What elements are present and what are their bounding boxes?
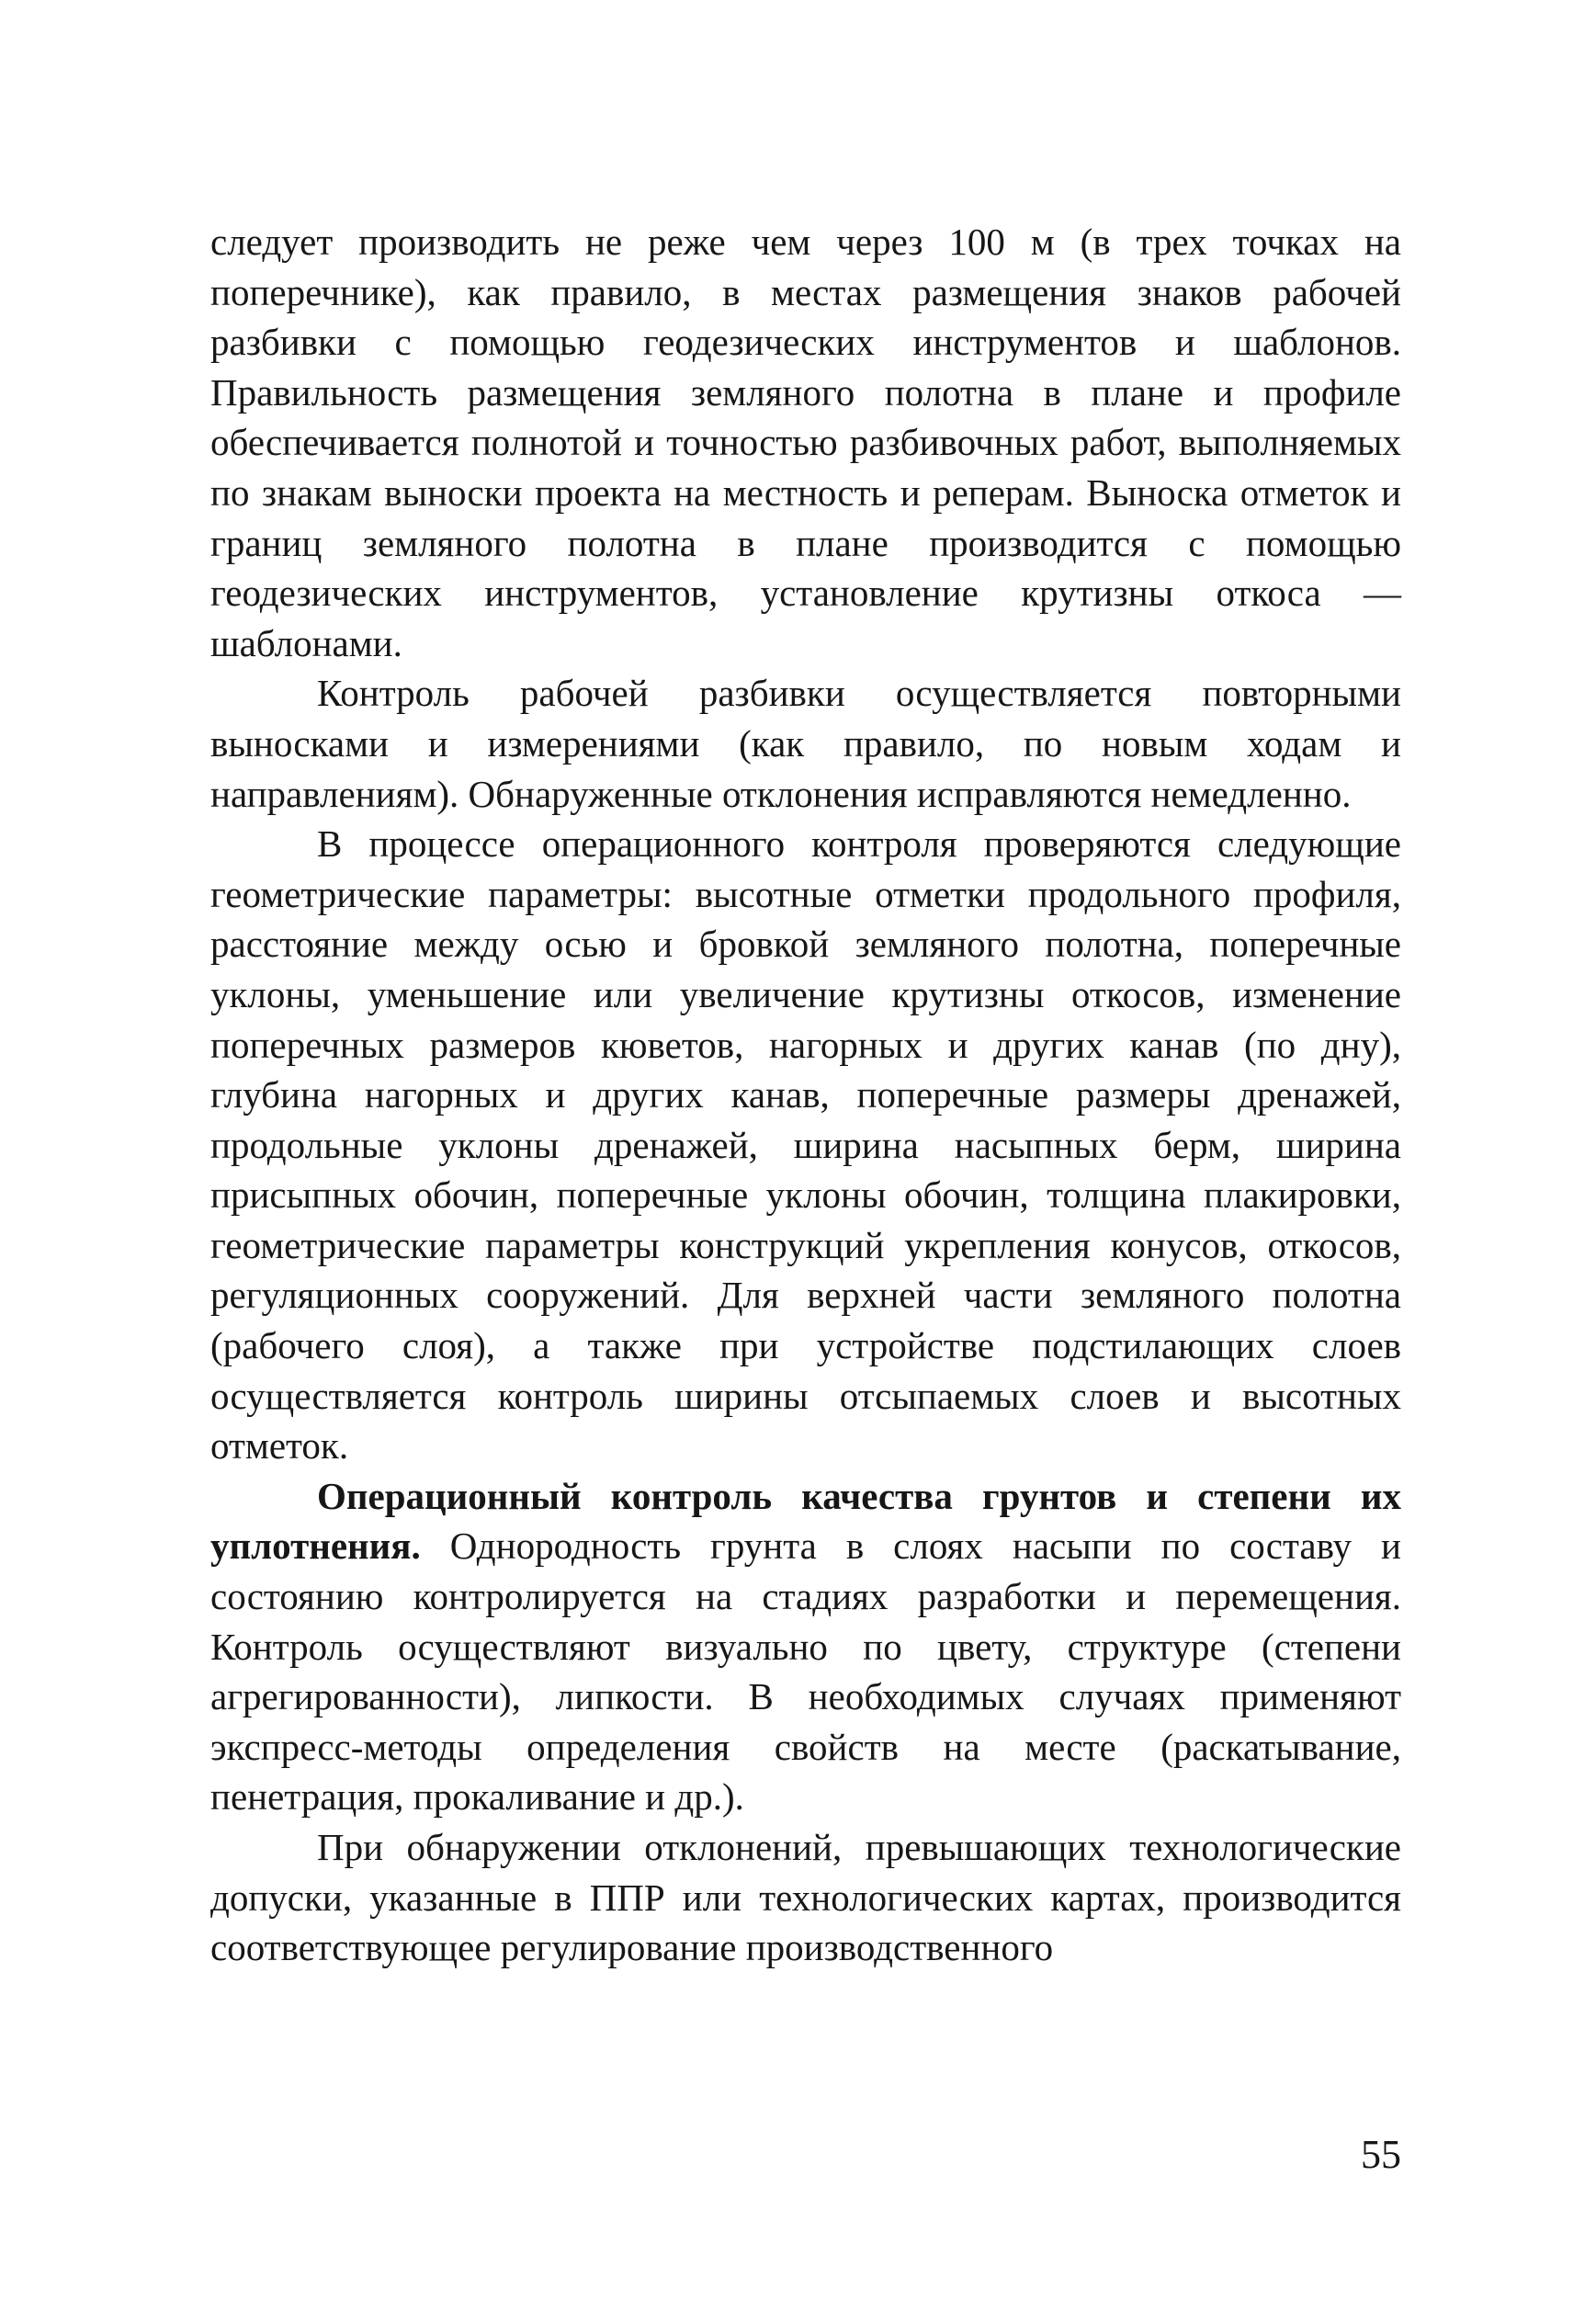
paragraph-bold-heading: Операционный контроль качества грунтов и степени их уплотнения. xyxy=(210,1474,1401,1568)
body-text xyxy=(210,217,1401,1973)
page-number: 55 xyxy=(1361,2132,1401,2177)
paragraph-soil-quality-text: Однородность грунта в слоях насыпи по составу и состоянию контролируется на стадиях разработки и перемещения. Контроль осуществляют визуально по цвету, структуре (степени агрегированности), липкости. В необходимых случаях применяют экспресс-методы определения свойств на месте (раскатывание, пенетрация, прокаливание и др.). xyxy=(210,1525,1401,1819)
paragraph-geometric-parameters: В процессе операционного контроля проверяются следующие геометрические параметры: высотные отметки продольного профиля, расстояние между осью и бровкой земляного полотна, поперечные уклоны, уменьшение или увеличение крутизны откосов, изменение поперечных размеров кюветов, нагорных и других канав (по дну), глубина нагорных и других канав, поперечные размеры дренажей, продольные уклоны дренажей, ширина насыпных берм, ширина присыпных обочин, поперечные уклоны обочин, толщина плакировки, геометрические параметры конструкций укрепления конусов, откосов, регуляционных сооружений. Для верхней части земляного полотна (рабочего слоя), а также при устройстве подстилающих слоев осуществляется контроль ширины отсыпаемых слоев и высотных отметок. xyxy=(210,822,1401,1468)
paragraph-continuation: следует производить не реже чем через 100 м (в трех точках на поперечнике), как правило, в местах размещения знаков рабочей разбивки с помощью геодезических инструментов и шаблонов. Правильность размещения земляного полотна в плане и профиле обеспечивается полнотой и точностью разбивочных работ, выполняемых по знакам выноски проекта на местность и реперам. Выноска отметок и границ земляного полотна в плане производится с помощью геодезических инструментов, установление крутизны откоса — шаблонами. xyxy=(210,221,1401,664)
paragraph-deviations: При обнаружении отклонений, превышающих технологические допуски, указанные в ППР или технологических картах, производится соответствующее регулирование производственного xyxy=(210,1826,1401,1969)
paragraph-layout-control: Контроль рабочей разбивки осуществляется повторными выносками и измерениями (как правило, по новым ходам и направлениям). Обнаруженные отклонения исправляются немедленно. xyxy=(210,672,1401,815)
paragraph-soil-quality-control xyxy=(210,1471,1401,1822)
